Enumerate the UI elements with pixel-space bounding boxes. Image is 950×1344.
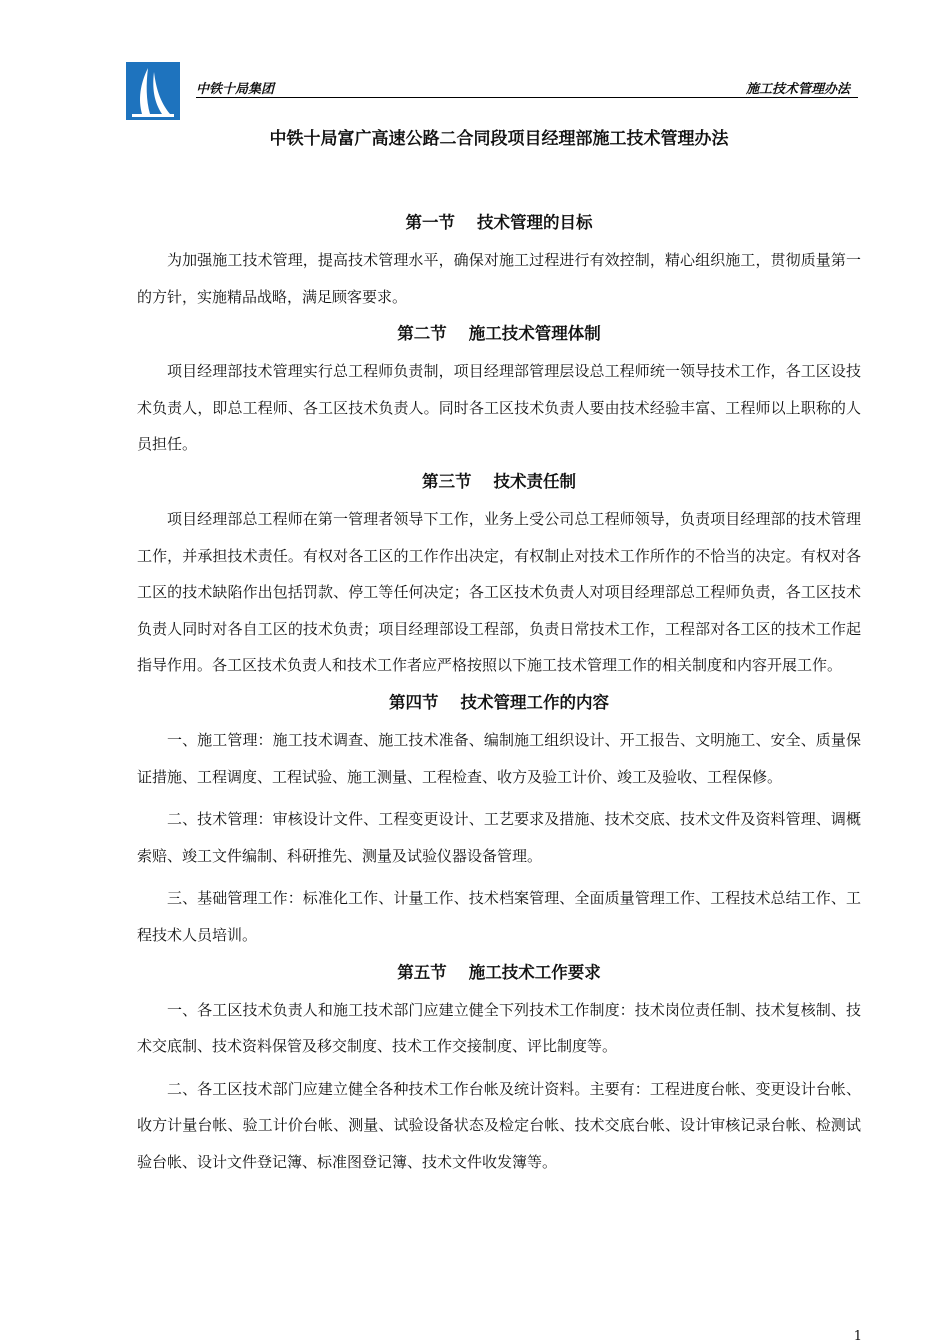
paragraph: 一、各工区技术负责人和施工技术部门应建立健全下列技术工作制度：技术岗位责任制、技术复核制、技术交底制、技术资料保管及移交制度、技术工作交接制度、评比制度等。 — [137, 1000, 861, 1056]
paragraph: 项目经理部技术管理实行总工程师负责制，项目经理部管理层设总工程师统一领导技术工作，各工区设技术负责人，即总工程师、各工区技术负责人。同时各工区技术负责人要由技术经验丰富、工程师以上职称的人员担任。 — [137, 362, 861, 454]
section-3 — [137, 469, 861, 684]
paragraph: 项目经理部总工程师在第一管理者领导下工作，业务上受公司总工程师领导，负责项目经理部的技术管理工作，并承担技术责任。有权对各工区的工作作出决定，有权制止对技术工作所作的不恰当的决定。有权对各工区的技术缺陷作出包括罚款、停工等任何决定；各工区技术负责人对项目经理部总工程师负责，各工区技术负责人同时对各自工区的技术负责；项目经理部设工程部，负责日常技术工作，工程部对各工区的技术工作起指导作用。各工区技术负责人和技术工作者应严格按照以下施工技术管理工作的相关制度和内容开展工作。 — [137, 509, 861, 675]
header-divider — [196, 97, 858, 98]
header-doc-name: 施工技术管理办法 — [745, 82, 850, 97]
paragraph: 三、基础管理工作：标准化工作、计量工作、技术档案管理、全面质量管理工作、工程技术总结工作、工程技术人员培训。 — [137, 889, 861, 944]
section-2 — [137, 321, 861, 463]
section-heading — [137, 690, 861, 716]
section-number: 第五节 — [397, 962, 447, 982]
section-heading — [137, 321, 861, 347]
section-number: 第一节 — [405, 213, 455, 232]
document-body — [137, 126, 861, 1186]
section-heading — [137, 960, 861, 986]
paragraph: 为加强施工技术管理，提高技术管理水平，确保对施工过程进行有效控制，精心组织施工，贯彻质量第一的方针，实施精品战略，满足顾客要求。 — [137, 251, 861, 306]
section-name: 施工技术工作要求 — [468, 962, 601, 982]
section-number: 第二节 — [397, 324, 447, 344]
section-number: 第四节 — [389, 692, 439, 712]
section-name: 技术责任制 — [493, 471, 576, 491]
page-number: 1 — [853, 1329, 862, 1344]
section-number: 第三节 — [422, 471, 472, 491]
section-5 — [137, 960, 861, 1181]
section-name: 施工技术管理体制 — [468, 324, 601, 344]
section-heading — [137, 469, 861, 495]
paragraph: 二、技术管理：审核设计文件、工程变更设计、工艺要求及措施、技术交底、技术文件及资料管理、调概索赔、竣工文件编制、科研推先、测量及试验仪器设备管理。 — [137, 810, 861, 865]
paragraph: 二、各工区技术部门应建立健全各种技术工作台帐及统计资料。主要有：工程进度台帐、变更设计台帐、收方计量台帐、验工计价台帐、测量、试验设备状态及检定台帐、技术交底台帐、设计审核记录台帐、检测试验台帐、设计文件登记簿、标准图登记簿、技术文件收发簿等。 — [137, 1079, 861, 1171]
section-4 — [137, 690, 861, 954]
section-heading — [137, 210, 861, 236]
header-company: 中铁十局集团 — [196, 82, 275, 97]
company-logo-icon — [126, 62, 180, 120]
paragraph: 一、施工管理：施工技术调查、施工技术准备、编制施工组织设计、开工报告、文明施工、安全、质量保证措施、工程调度、工程试验、施工测量、工程检查、收方及验工计价、竣工及验收、工程保修。 — [137, 730, 861, 786]
document-title: 中铁十局富广高速公路二合同段项目经理部施工技术管理办法 — [269, 129, 729, 149]
section-name: 技术管理工作的内容 — [460, 692, 609, 712]
section-name: 技术管理的目标 — [477, 213, 593, 232]
section-1 — [137, 210, 861, 315]
